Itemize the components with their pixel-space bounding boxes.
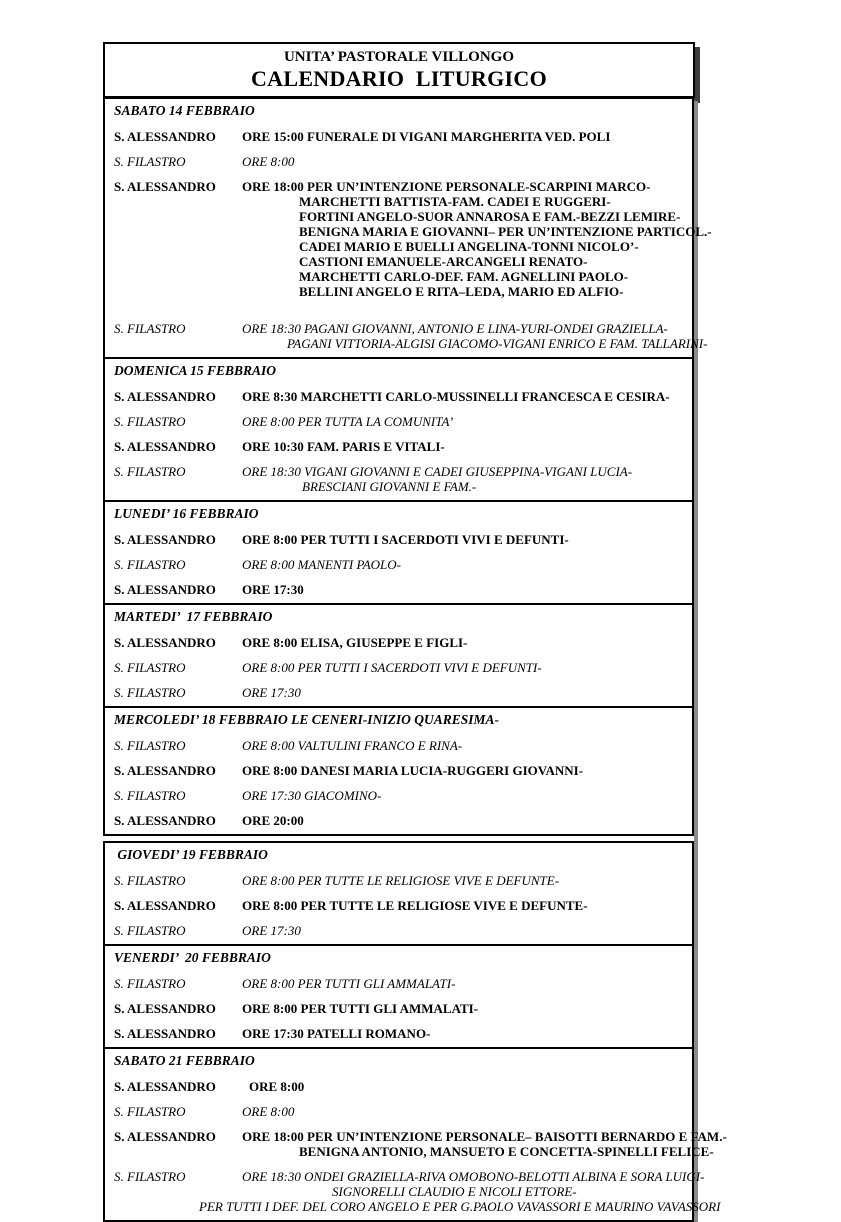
- mass-details: [242, 923, 301, 938]
- mass-intention-line: ORE 18:00 PER UN’INTENZIONE PERSONALE– BAISOTTI BERNARDO E FAM.-: [242, 1129, 727, 1144]
- mass-details: [242, 976, 455, 991]
- mass-row: [105, 738, 690, 753]
- mass-intention-line: ORE 20:00: [242, 813, 304, 828]
- mass-intention-line: MARCHETTI BATTISTA-FAM. CADEI E RUGGERI-: [299, 194, 611, 209]
- church-name: S. ALESSANDRO: [114, 532, 216, 547]
- church-name: S. ALESSANDRO: [114, 1001, 216, 1016]
- mass-row: [105, 898, 690, 913]
- mass-row: [105, 763, 690, 778]
- day-header: DOMENICA 15 FEBBRAIO: [114, 363, 277, 378]
- day-header: GIOVEDI’ 19 FEBBRAIO: [114, 847, 268, 862]
- mass-intention-line: ORE 18:00 PER UN’INTENZIONE PERSONALE-SCARPINI MARCO-: [242, 179, 651, 194]
- church-name: S. FILASTRO: [114, 414, 186, 429]
- mass-intention-line: ORE 8:00 MANENTI PAOLO-: [242, 557, 402, 572]
- mass-details: [242, 898, 588, 913]
- mass-intention-line: ORE 8:00 DANESI MARIA LUCIA-RUGGERI GIOVANNI-: [242, 763, 584, 778]
- day-section: [103, 1047, 727, 1222]
- church-name: S. ALESSANDRO: [114, 813, 216, 828]
- document-title: CALENDARIO LITURGICO: [250, 66, 547, 91]
- church-name: S. FILASTRO: [114, 1169, 186, 1184]
- church-name: S. FILASTRO: [114, 685, 186, 700]
- mass-intention-line: ORE 8:30 MARCHETTI CARLO-MUSSINELLI FRANCESCA E CESIRA-: [242, 389, 670, 404]
- church-name: S. ALESSANDRO: [114, 129, 216, 144]
- day-rows: [105, 389, 690, 494]
- mass-details: [242, 1026, 430, 1041]
- mass-intention-line: BELLINI ANGELO E RITA–LEDA, MARIO ED ALFIO-: [299, 284, 624, 299]
- day-header: SABATO 21 FEBBRAIO: [114, 1053, 255, 1068]
- mass-intention-line: ORE 8:00: [249, 1079, 305, 1094]
- day-rows: [105, 129, 712, 351]
- mass-details: [242, 179, 712, 299]
- mass-details: [242, 660, 542, 675]
- mass-intention-line: MARCHETTI CARLO-DEF. FAM. AGNELLINI PAOLO-: [299, 269, 629, 284]
- mass-details: [242, 685, 301, 700]
- mass-intention-line: BENIGNA ANTONIO, MANSUETO E CONCETTA-SPINELLI FELICE-: [299, 1144, 714, 1159]
- church-name: S. FILASTRO: [114, 788, 186, 803]
- mass-row: [105, 439, 690, 454]
- day-rows: [105, 873, 690, 938]
- day-section: [103, 357, 694, 502]
- mass-row: [105, 1129, 727, 1159]
- day-section: [103, 841, 694, 946]
- mass-details: [242, 582, 304, 597]
- day-section: [103, 97, 712, 359]
- mass-row: [105, 414, 690, 429]
- mass-intention-line: ORE 8:00 PER TUTTE LE RELIGIOSE VIVE E DEFUNTE-: [242, 898, 588, 913]
- church-name: S. FILASTRO: [114, 738, 186, 753]
- mass-row: [105, 532, 690, 547]
- mass-intention-line: ORE 17:30 PATELLI ROMANO-: [242, 1026, 431, 1041]
- mass-intention-line: ORE 8:00 PER TUTTI I SACERDOTI VIVI E DEFUNTI-: [242, 660, 542, 675]
- church-name: S. ALESSANDRO: [114, 635, 216, 650]
- calendar-title-box: [103, 42, 695, 98]
- church-name: S. ALESSANDRO: [114, 389, 216, 404]
- church-name: S. ALESSANDRO: [114, 1026, 216, 1041]
- mass-intention-line: ORE 8:00 PER TUTTI GLI AMMALATI-: [242, 976, 456, 991]
- mass-intention-line: ORE 18:30 PAGANI GIOVANNI, ANTONIO E LINA-YURI-ONDEI GRAZIELLA-: [242, 321, 668, 336]
- mass-row: [105, 660, 690, 675]
- mass-intention-line: ORE 17:30: [242, 685, 301, 700]
- mass-details: [242, 738, 462, 753]
- mass-row: [105, 154, 690, 169]
- day-header: LUNEDI’ 16 FEBBRAIO: [114, 506, 259, 521]
- church-name: S. ALESSANDRO: [114, 439, 216, 454]
- mass-row: [105, 179, 712, 299]
- day-section: [103, 603, 694, 708]
- day-rows: [105, 1079, 727, 1214]
- parish-name: UNITA’ PASTORALE VILLONGO: [283, 49, 515, 65]
- mass-intention-line: ORE 17:30: [242, 582, 304, 597]
- mass-details: [242, 1104, 294, 1119]
- mass-intention-line: SIGNORELLI CLAUDIO E NICOLI ETTORE-: [332, 1184, 577, 1199]
- mass-row: [105, 129, 690, 144]
- mass-details: [242, 1079, 304, 1094]
- church-name: S. ALESSANDRO: [114, 763, 216, 778]
- mass-row: [105, 635, 690, 650]
- mass-row: [105, 813, 690, 828]
- mass-intention-line: FORTINI ANGELO-SUOR ANNAROSA E FAM.-BEZZI LEMIRE-: [299, 209, 681, 224]
- mass-details: [242, 763, 583, 778]
- mass-row: [105, 1169, 721, 1214]
- mass-intention-line: BRESCIANI GIOVANNI E FAM.-: [302, 479, 477, 494]
- mass-row: [105, 321, 708, 351]
- mass-details: [242, 414, 453, 429]
- mass-intention-line: ORE 18:30 VIGANI GIOVANNI E CADEI GIUSEPPINA-VIGANI LUCIA-: [242, 464, 633, 479]
- mass-details: [242, 439, 445, 454]
- liturgical-calendar-table: [103, 97, 727, 1222]
- mass-row: [105, 1001, 690, 1016]
- church-name: S. FILASTRO: [114, 321, 186, 336]
- church-name: S. FILASTRO: [114, 154, 186, 169]
- church-name: S. FILASTRO: [114, 557, 186, 572]
- day-section: [103, 944, 694, 1049]
- mass-details: [242, 813, 304, 828]
- church-name: S. ALESSANDRO: [114, 1129, 216, 1144]
- day-section: [103, 500, 694, 605]
- mass-intention-line: ORE 8:00 VALTULINI FRANCO E RINA-: [242, 738, 463, 753]
- day-header: MARTEDI’ 17 FEBBRAIO: [114, 609, 273, 624]
- mass-intention-line: CASTIONI EMANUELE-ARCANGELI RENATO-: [299, 254, 588, 269]
- church-name: S. ALESSANDRO: [114, 1079, 216, 1094]
- church-name: S. ALESSANDRO: [114, 582, 216, 597]
- church-name: S. FILASTRO: [114, 464, 186, 479]
- day-header: MERCOLEDI’ 18 FEBBRAIO LE CENERI-INIZIO QUARESIMA-: [114, 712, 499, 727]
- mass-intention-line: ORE 8:00 PER TUTTI GLI AMMALATI-: [242, 1001, 479, 1016]
- mass-details: [242, 321, 708, 351]
- mass-details: [242, 873, 559, 888]
- church-name: S. FILASTRO: [114, 660, 186, 675]
- mass-intention-line: ORE 8:00 PER TUTTA LA COMUNITA’: [242, 414, 454, 429]
- day-section: [103, 706, 694, 836]
- mass-row: [105, 582, 690, 597]
- mass-details: [242, 464, 632, 494]
- day-header: VENERDI’ 20 FEBBRAIO: [114, 950, 271, 965]
- mass-intention-line: ORE 8:00 PER TUTTE LE RELIGIOSE VIVE E DEFUNTE-: [242, 873, 560, 888]
- day-rows: [105, 532, 690, 597]
- mass-row: [105, 1026, 690, 1041]
- mass-row: [105, 923, 690, 938]
- mass-details: [242, 635, 467, 650]
- mass-details: [242, 1129, 727, 1159]
- day-rows: [105, 635, 690, 700]
- mass-intention-line: ORE 8:00: [242, 1104, 295, 1119]
- mass-row: [105, 976, 690, 991]
- mass-details: [242, 129, 610, 144]
- mass-row: [105, 1079, 690, 1094]
- mass-details: [242, 557, 401, 572]
- church-name: S. FILASTRO: [114, 923, 186, 938]
- mass-details: [242, 788, 381, 803]
- mass-details: [242, 389, 670, 404]
- mass-intention-line: ORE 15:00 FUNERALE DI VIGANI MARGHERITA VED. POLI: [242, 129, 611, 144]
- church-name: S. FILASTRO: [114, 976, 186, 991]
- mass-details: [242, 1001, 478, 1016]
- day-rows: [105, 976, 690, 1041]
- church-name: S. ALESSANDRO: [114, 179, 216, 194]
- mass-intention-line: PER TUTTI I DEF. DEL CORO ANGELO E PER G.PAOLO VAVASSORI E MAURINO VAVASSORI: [199, 1199, 721, 1214]
- mass-details: [199, 1169, 721, 1214]
- mass-intention-line: ORE 8:00: [242, 154, 295, 169]
- mass-row: [105, 557, 690, 572]
- mass-intention-line: ORE 8:00 ELISA, GIUSEPPE E FIGLI-: [242, 635, 468, 650]
- day-header: SABATO 14 FEBBRAIO: [114, 103, 255, 118]
- church-name: S. FILASTRO: [114, 873, 186, 888]
- mass-row: [105, 389, 690, 404]
- mass-row: [105, 873, 690, 888]
- mass-intention-line: ORE 8:00 PER TUTTI I SACERDOTI VIVI E DEFUNTI-: [242, 532, 569, 547]
- mass-row: [105, 685, 690, 700]
- mass-intention-line: PAGANI VITTORIA-ALGISI GIACOMO-VIGANI ENRICO E FAM. TALLARINI-: [287, 336, 708, 351]
- mass-row: [105, 788, 690, 803]
- mass-intention-line: ORE 17:30 GIACOMINO-: [242, 788, 382, 803]
- mass-intention-line: BENIGNA MARIA E GIOVANNI– PER UN’INTENZIONE PARTICOL.-: [299, 224, 712, 239]
- day-rows: [105, 738, 690, 828]
- church-name: S. ALESSANDRO: [114, 898, 216, 913]
- mass-intention-line: ORE 10:30 FAM. PARIS E VITALI-: [242, 439, 445, 454]
- church-name: S. FILASTRO: [114, 1104, 186, 1119]
- mass-row: [105, 464, 690, 494]
- mass-details: [242, 154, 294, 169]
- mass-row: [105, 1104, 690, 1119]
- mass-intention-line: ORE 18:30 ONDEI GRAZIELLA-RIVA OMOBONO-BELOTTI ALBINA E SORA LUIGI-: [242, 1169, 705, 1184]
- mass-intention-line: ORE 17:30: [242, 923, 301, 938]
- mass-intention-line: CADEI MARIO E BUELLI ANGELINA-TONNI NICOLO’-: [299, 239, 639, 254]
- mass-details: [242, 532, 569, 547]
